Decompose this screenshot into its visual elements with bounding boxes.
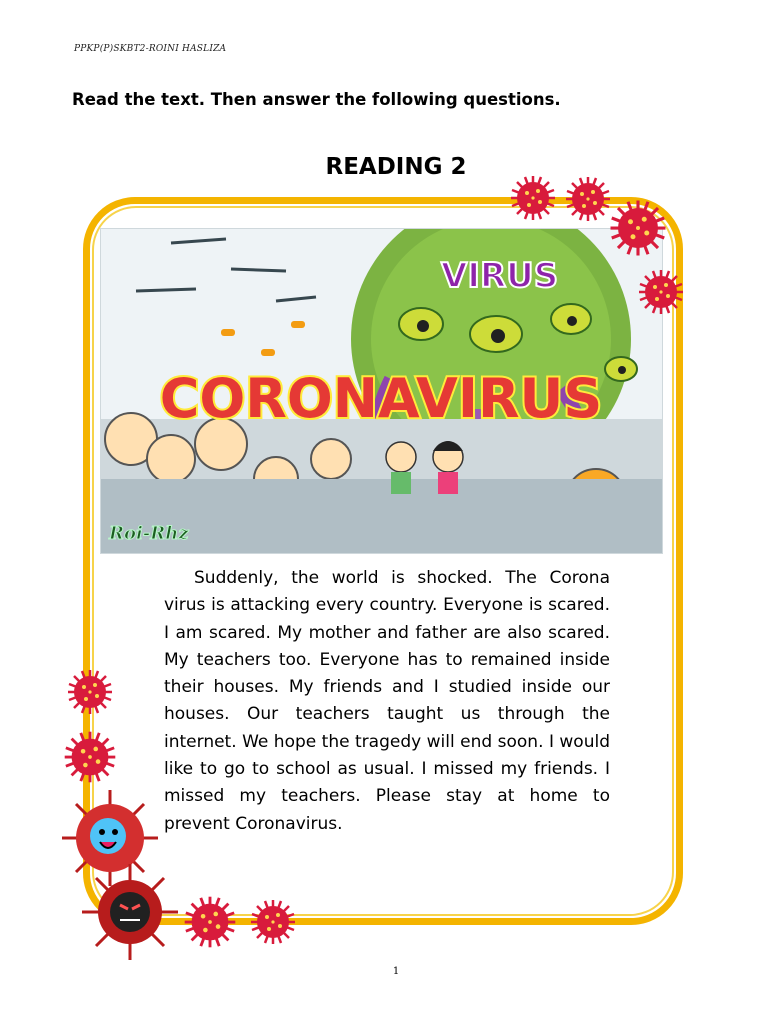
virus-icon — [639, 270, 683, 314]
virus-icon — [611, 201, 666, 256]
banner-signature: Roi-Rhz — [109, 523, 189, 544]
reading-passage: Suddenly, the world is shocked. The Corona virus is attacking every country. Everyone is scared. I am scared. My mother and father are also scared. My teachers too. Everyone has to remained inside their houses. My friends and I studied inside our houses. Our teachers taught us through the internet. We hope the tragedy will end soon. I would like to go to school as usual. I missed my friends. I missed my teachers. Please stay at home to prevent Coronavirus. — [164, 568, 610, 834]
instruction-text: Read the text. Then answer the following questions. — [72, 90, 561, 109]
banner-coronavirus-word: CORONAVIRUS — [159, 367, 603, 430]
virus-icon — [511, 176, 555, 220]
smiling-virus-icon — [62, 790, 158, 886]
page-number: 1 — [392, 966, 400, 977]
virus-icon — [185, 897, 236, 948]
virus-icon — [65, 732, 116, 783]
virus-icon — [68, 670, 112, 714]
reading-title: READING 2 — [325, 154, 467, 180]
banner-virus-word: VIRUS — [441, 256, 559, 296]
virus-icon — [566, 177, 610, 221]
virus-icon — [251, 900, 295, 944]
header-note: PPKP(P)SKBT2-ROINI HASLIZA — [74, 44, 227, 54]
angry-virus-icon — [82, 864, 178, 960]
